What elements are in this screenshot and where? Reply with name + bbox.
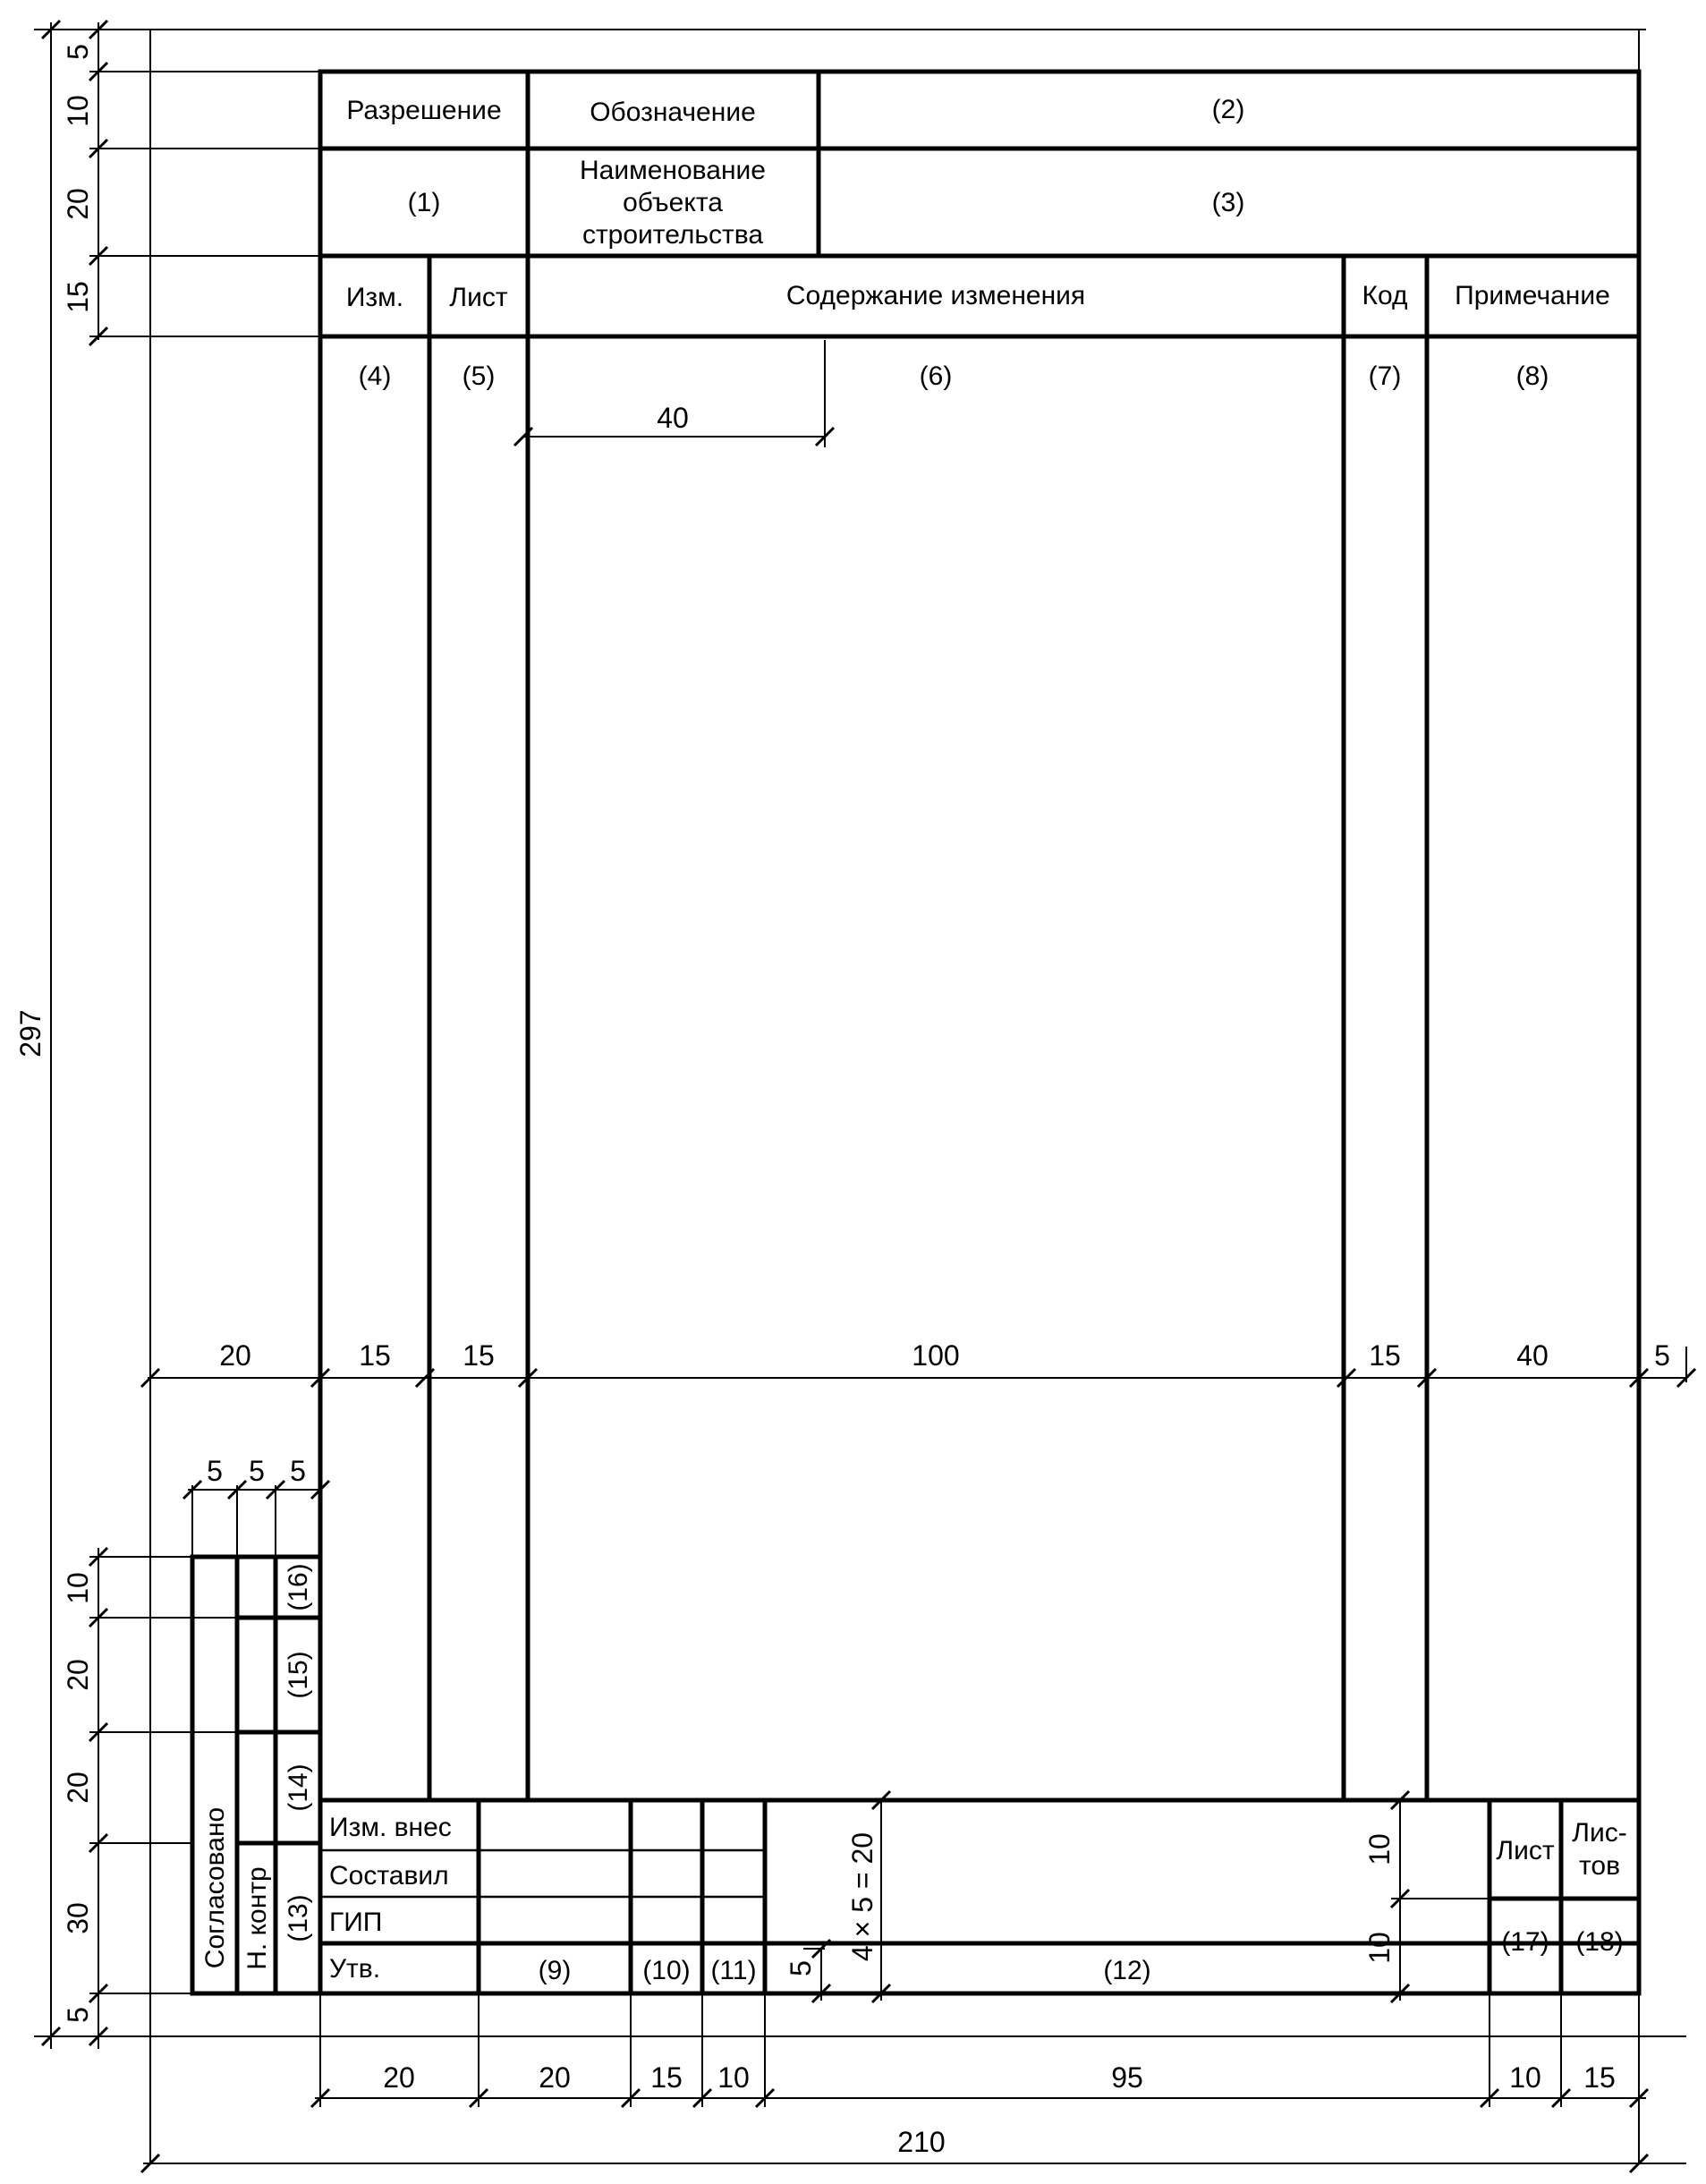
header-primechanie: Примечание <box>1455 281 1610 310</box>
dim-w15a: 15 <box>359 1339 391 1372</box>
dim-top15: 15 <box>62 281 94 313</box>
stamp-izm-vnes: Изм. внес <box>329 1813 452 1842</box>
side-c15: (15) <box>284 1651 313 1699</box>
header-kod: Код <box>1362 281 1408 310</box>
header-oboznachenie: Обозначение <box>590 98 756 127</box>
dim-w15b: 15 <box>463 1339 495 1372</box>
stamp-c18: (18) <box>1575 1927 1624 1957</box>
dim-s5b: 5 <box>249 1455 265 1487</box>
stamp-list: Лист <box>1496 1836 1555 1865</box>
header-naim3: строительства <box>581 220 764 250</box>
header-razreshenie: Разрешение <box>346 96 502 125</box>
side-soglasovano: Согласовано <box>200 1806 230 1969</box>
header-izm: Изм. <box>345 283 404 312</box>
dim-l20b: 20 <box>62 1772 94 1804</box>
header-soderzhanie: Содержание изменения <box>785 281 1086 310</box>
side-nkontr: Н. контр <box>242 1866 272 1970</box>
dim-b20a: 20 <box>383 2061 415 2094</box>
dim-s5c: 5 <box>290 1455 306 1487</box>
rotated-dimension-labels <box>14 44 1396 2023</box>
side-c16: (16) <box>284 1563 313 1611</box>
header-c1: (1) <box>407 188 441 217</box>
col-c8: (8) <box>1515 361 1549 391</box>
dim-b15: 15 <box>650 2061 683 2094</box>
dimension-labels <box>207 402 1670 2158</box>
frame-lines <box>192 72 1639 1993</box>
stamp-utv: Утв. <box>329 1954 381 1984</box>
dim-top5: 5 <box>62 44 94 60</box>
stamp-c17: (17) <box>1501 1927 1549 1957</box>
side-block-texts <box>200 1563 313 1969</box>
stamp-gip: ГИП <box>329 1908 383 1937</box>
dim-40: 40 <box>657 402 689 434</box>
dim-l10: 10 <box>62 1572 94 1604</box>
header-list: Лист <box>449 283 508 312</box>
dim-st10b: 10 <box>1363 1932 1396 1964</box>
dim-b10b: 10 <box>1509 2061 1541 2094</box>
stamp-c9: (9) <box>538 1956 572 1985</box>
stamp-sostavil: Составил <box>329 1861 449 1891</box>
dim-b20b: 20 <box>539 2061 571 2094</box>
dim-b10: 10 <box>717 2061 750 2094</box>
stamp-listov-2: тов <box>1578 1851 1621 1881</box>
dim-l5: 5 <box>62 2007 94 2023</box>
header-c3: (3) <box>1211 188 1245 217</box>
dim-s5a: 5 <box>207 1455 223 1487</box>
col-c4: (4) <box>358 361 392 391</box>
dim-l30: 30 <box>62 1902 94 1934</box>
dim-b15b: 15 <box>1583 2061 1616 2094</box>
side-c14: (14) <box>284 1763 313 1812</box>
dim-st5: 5 <box>785 1960 817 1976</box>
dim-top10: 10 <box>62 95 94 127</box>
dim-formula: 4 × 5 = 20 <box>846 1831 878 1962</box>
dim-w15c: 15 <box>1369 1339 1401 1372</box>
dim-210: 210 <box>897 2126 946 2158</box>
dim-l20a: 20 <box>62 1659 94 1691</box>
col-c6: (6) <box>919 361 953 391</box>
dim-top20: 20 <box>62 188 94 220</box>
header-c2: (2) <box>1211 95 1245 124</box>
col-c7: (7) <box>1368 361 1402 391</box>
dim-w20: 20 <box>219 1339 251 1372</box>
stamp-listov-1: Лис- <box>1572 1818 1627 1848</box>
header-naim2: объекта <box>623 188 723 217</box>
dim-st10a: 10 <box>1363 1833 1396 1865</box>
stamp-c11: (11) <box>710 1956 757 1985</box>
dim-w5: 5 <box>1654 1339 1670 1372</box>
stamp-c10: (10) <box>642 1956 691 1985</box>
dim-w100: 100 <box>912 1339 960 1372</box>
side-c13: (13) <box>284 1894 313 1942</box>
dim-w40: 40 <box>1516 1339 1549 1372</box>
col-c5: (5) <box>462 361 496 391</box>
stamp-c12: (12) <box>1103 1956 1151 1985</box>
stamp-texts <box>329 1813 452 1984</box>
header-texts <box>346 95 1610 391</box>
dim-297: 297 <box>14 1009 47 1058</box>
dim-b95: 95 <box>1111 2061 1143 2094</box>
header-naim1: Наименование <box>580 156 766 185</box>
